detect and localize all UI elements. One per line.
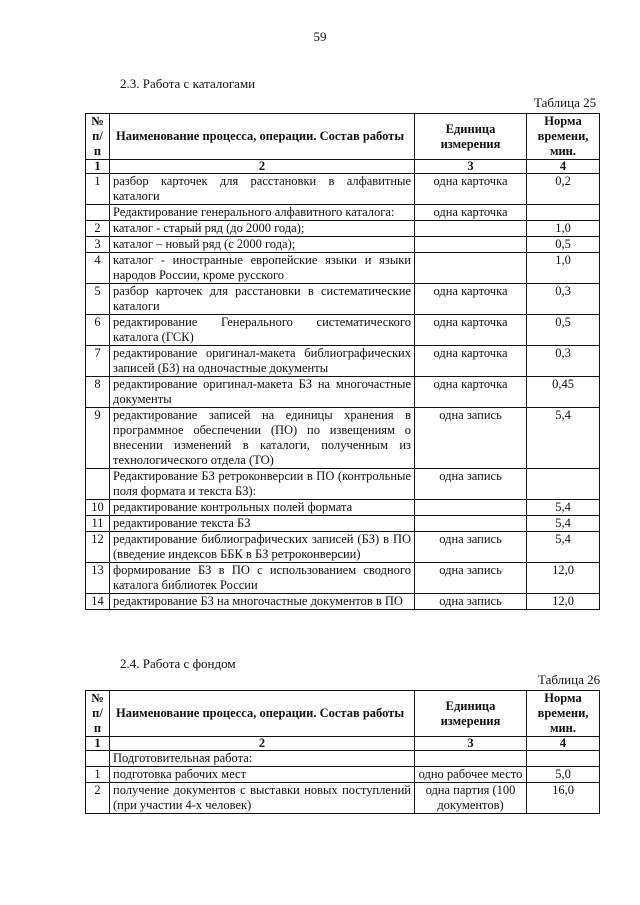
header-name: Наименование процесса, операции. Состав работы (110, 114, 415, 160)
colnum: 4 (527, 737, 600, 751)
row-number: 5 (86, 284, 110, 315)
row-number: 10 (86, 500, 110, 516)
header-unit: Единица измерения (415, 114, 527, 160)
colnum: 3 (415, 737, 527, 751)
row-norm: 5,4 (527, 516, 600, 532)
row-norm: 0,5 (527, 237, 600, 253)
row-number: 11 (86, 516, 110, 532)
header-name: Наименование процесса, операции. Состав работы (110, 691, 415, 737)
header-num: № п/п (86, 114, 110, 160)
row-unit: одна карточка (415, 377, 527, 408)
row-number (86, 205, 110, 221)
header-unit: Единица измерения (415, 691, 527, 737)
row-number (86, 469, 110, 500)
row-norm: 12,0 (527, 594, 600, 610)
row-norm: 12,0 (527, 563, 600, 594)
table-row (86, 594, 600, 610)
row-norm (527, 469, 600, 500)
row-number: 1 (86, 174, 110, 205)
row-norm: 1,0 (527, 253, 600, 284)
table-row (86, 767, 600, 783)
table-row (86, 377, 600, 408)
table-row (86, 284, 600, 315)
colnum: 1 (86, 737, 110, 751)
row-number: 2 (86, 221, 110, 237)
row-norm: 0,45 (527, 377, 600, 408)
row-name: подготовка рабочих мест (110, 767, 415, 783)
row-unit: одна партия (100 документов) (415, 783, 527, 814)
row-unit (415, 253, 527, 284)
row-norm: 5,4 (527, 408, 600, 469)
row-name: разбор карточек для расстановки в систематические каталоги (110, 284, 415, 315)
table-row (86, 253, 600, 284)
row-unit (415, 500, 527, 516)
row-norm: 5,4 (527, 532, 600, 563)
row-unit: одна карточка (415, 174, 527, 205)
row-name: каталог – новый ряд (с 2000 года); (110, 237, 415, 253)
row-name: редактирование контрольных полей формата (110, 500, 415, 516)
table-row (86, 205, 600, 221)
header-num: № п/п (86, 691, 110, 737)
section-title-fund: 2.4. Работа с фондом (120, 656, 236, 671)
table-26-header-row (86, 691, 600, 737)
row-unit: одна карточка (415, 205, 527, 221)
table-row (86, 783, 600, 814)
row-unit: одна запись (415, 532, 527, 563)
row-number: 2 (86, 783, 110, 814)
row-number: 8 (86, 377, 110, 408)
row-number: 4 (86, 253, 110, 284)
row-unit: одна запись (415, 594, 527, 610)
table-row (86, 315, 600, 346)
table-row (86, 408, 600, 469)
table-row (86, 532, 600, 563)
row-name: разбор карточек для расстановки в алфавитные каталоги (110, 174, 415, 205)
row-number: 9 (86, 408, 110, 469)
table-row (86, 751, 600, 767)
row-norm: 1,0 (527, 221, 600, 237)
row-name: формирование БЗ в ПО с использованием сводного каталога библиотек России (110, 563, 415, 594)
row-name: редактирование Генерального систематического каталога (ГСК) (110, 315, 415, 346)
header-norm: Норма времени, мин. (527, 691, 600, 737)
row-number: 3 (86, 237, 110, 253)
row-name: редактирование оригинал-макета библиографических записей (БЗ) на одночастные документы (110, 346, 415, 377)
row-unit: одна запись (415, 563, 527, 594)
table-25-colnum-row (86, 160, 600, 174)
row-name: редактирование БЗ на многочастные документов в ПО (110, 594, 415, 610)
table-row (86, 346, 600, 377)
row-name: каталог - иностранные европейские языки и языки народов России, кроме русского (110, 253, 415, 284)
header-norm: Норма времени, мин. (527, 114, 600, 160)
row-name: редактирование текста БЗ (110, 516, 415, 532)
colnum: 4 (527, 160, 600, 174)
row-number: 13 (86, 563, 110, 594)
row-name: Подготовительная работа: (110, 751, 415, 767)
row-norm: 0,5 (527, 315, 600, 346)
row-unit: одна карточка (415, 346, 527, 377)
row-name: каталог - старый ряд (до 2000 года); (110, 221, 415, 237)
row-norm: 5,0 (527, 767, 600, 783)
table-row (86, 500, 600, 516)
row-unit: одна карточка (415, 284, 527, 315)
row-norm: 0,3 (527, 346, 600, 377)
row-norm (527, 205, 600, 221)
row-number: 14 (86, 594, 110, 610)
table-25 (85, 113, 600, 610)
table-26 (85, 690, 600, 814)
colnum: 3 (415, 160, 527, 174)
row-unit (415, 516, 527, 532)
row-name: Редактирование генерального алфавитного каталога: (110, 205, 415, 221)
row-unit: одна запись (415, 408, 527, 469)
table-label-25: Таблица 25 (534, 95, 597, 110)
row-norm: 16,0 (527, 783, 600, 814)
row-unit: одна карточка (415, 315, 527, 346)
table-row (86, 516, 600, 532)
table-row (86, 563, 600, 594)
row-name: получение документов с выставки новых поступлений (при участии 4-х человек) (110, 783, 415, 814)
row-unit (415, 751, 527, 767)
table-row (86, 221, 600, 237)
row-norm (527, 751, 600, 767)
row-unit (415, 221, 527, 237)
row-norm: 0,2 (527, 174, 600, 205)
section-title-catalogs: 2.3. Работа с каталогами (120, 76, 256, 91)
row-norm: 0,3 (527, 284, 600, 315)
table-25-header-row (86, 114, 600, 160)
row-number (86, 751, 110, 767)
page-number: 59 (313, 29, 327, 44)
table-26-colnum-row (86, 737, 600, 751)
colnum: 2 (110, 737, 415, 751)
row-name: редактирование записей на единицы хранения в программное обеспечении (ПО) по извещениям о внесении изменений в каталоги, полученным из технологического отдела (ТО) (110, 408, 415, 469)
row-number: 7 (86, 346, 110, 377)
row-number: 6 (86, 315, 110, 346)
row-name: Редактирование БЗ ретроконверсии в ПО (контрольные поля формата и текста БЗ): (110, 469, 415, 500)
colnum: 1 (86, 160, 110, 174)
row-number: 1 (86, 767, 110, 783)
row-name: редактирование библиографических записей (БЗ) в ПО (введение индексов ББК в БЗ ретроконверсии) (110, 532, 415, 563)
row-name: редактирование оригинал-макета БЗ на многочастные документы (110, 377, 415, 408)
table-row (86, 237, 600, 253)
row-unit (415, 237, 527, 253)
row-unit: одно рабочее место (415, 767, 527, 783)
table-row (86, 469, 600, 500)
colnum: 2 (110, 160, 415, 174)
row-norm: 5,4 (527, 500, 600, 516)
table-label-26: Таблица 26 (538, 672, 601, 687)
table-row (86, 174, 600, 205)
row-number: 12 (86, 532, 110, 563)
row-unit: одна запись (415, 469, 527, 500)
